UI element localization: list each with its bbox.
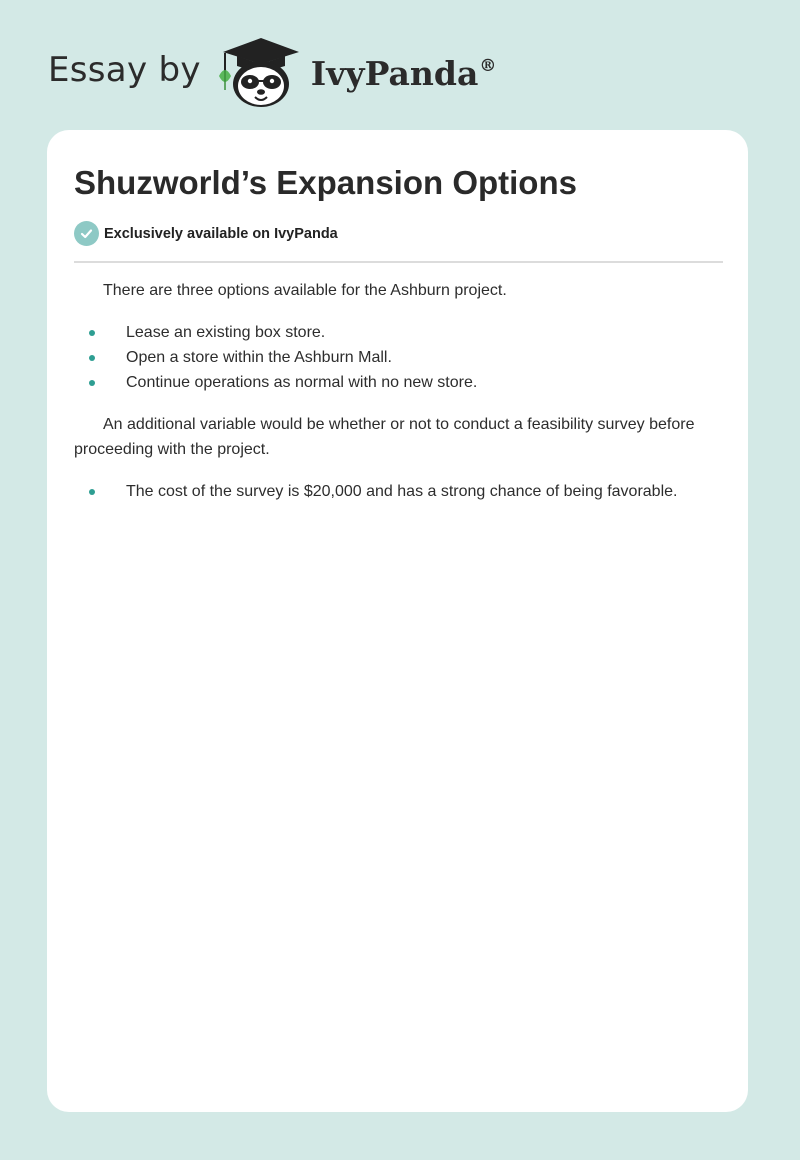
page-title: Shuzworld’s Expansion Options	[74, 164, 577, 201]
essay-by-label: Essay by	[48, 50, 201, 90]
paragraph: An additional variable would be whether or not to conduct a feasibility survey before proceeding with the project.	[74, 416, 695, 458]
list-item: Open a store within the Ashburn Mall.	[74, 345, 724, 370]
essay-card	[47, 130, 748, 1112]
title-divider	[74, 261, 723, 263]
essay-body	[74, 278, 724, 504]
list-item: Lease an existing box store.	[74, 320, 724, 345]
panda-logo-icon[interactable]	[215, 34, 307, 110]
registered-mark: ®	[479, 55, 497, 76]
list-item: Continue operations as normal with no new store.	[74, 370, 724, 395]
list-item: The cost of the survey is $20,000 and has a strong chance of being favorable.	[74, 479, 724, 504]
check-icon	[74, 221, 99, 246]
exclusive-badge	[74, 221, 338, 246]
brand-name[interactable]: IvyPanda®	[310, 53, 497, 93]
options-list	[74, 320, 724, 395]
survey-list	[74, 479, 724, 504]
badge-label: Exclusively available on IvyPanda	[104, 225, 338, 242]
site-header	[48, 34, 496, 110]
paragraph: There are three options available for the Ashburn project.	[103, 282, 507, 299]
